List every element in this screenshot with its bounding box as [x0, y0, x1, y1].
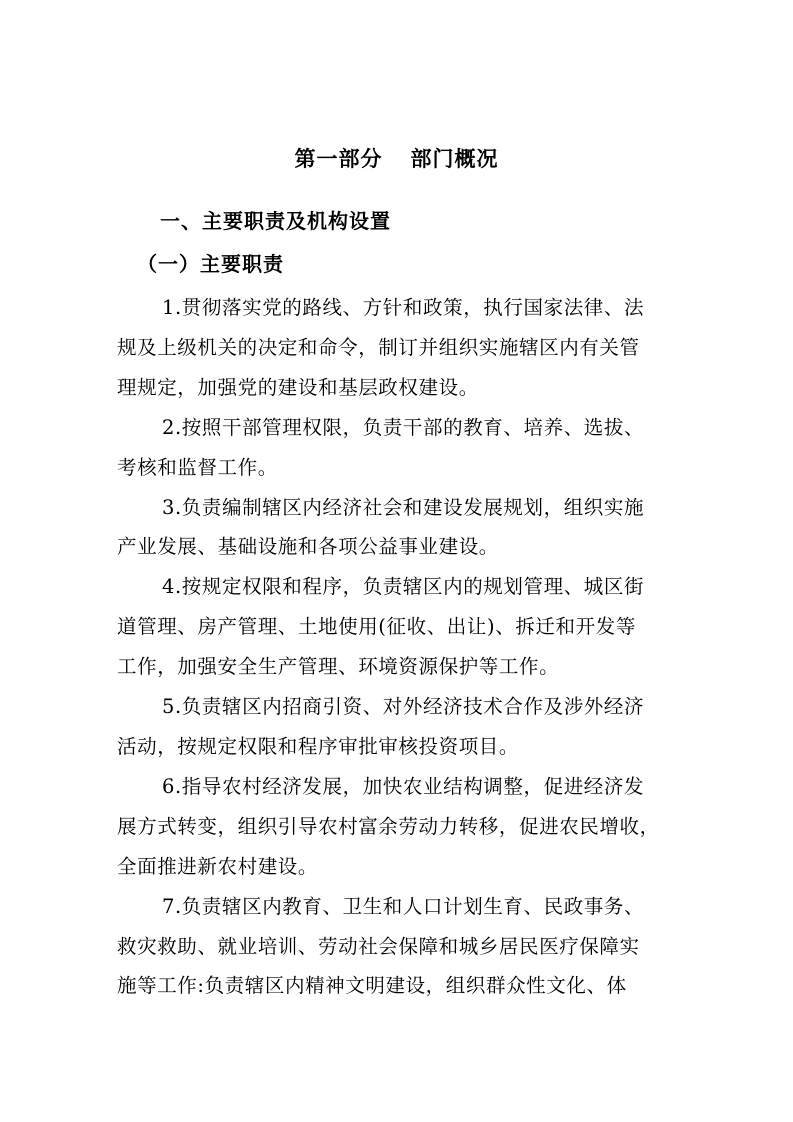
- paragraph-3: [117, 488, 679, 568]
- paragraph-line: 工作，加强安全生产管理、环境资源保护等工作。: [117, 655, 560, 679]
- paragraph-line: 规及上级机关的决定和命令，制订并组织实施辖区内有关管: [117, 335, 640, 359]
- body-text: [117, 288, 679, 1006]
- paragraph-line: 5.负责辖区内招商引资、对外经济技术合作及涉外经济: [162, 695, 645, 719]
- paragraph-line: 全面推进新农村建设。: [117, 854, 319, 878]
- paragraph-line: 施等工作:负责辖区内精神文明建设，组织群众性文化、体: [117, 974, 627, 998]
- paragraph-line: 4.按规定权限和程序，负责辖区内的规划管理、城区街: [162, 575, 645, 599]
- paragraph-5: [117, 687, 679, 767]
- paragraph-line: 6.指导农村经济发展，加快农业结构调整，促进经济发: [162, 774, 645, 798]
- paragraph-line: 道管理、房产管理、土地使用(征收、出让)、拆迁和开发等: [117, 615, 636, 639]
- paragraph-4: [117, 567, 679, 687]
- paragraph-line: 活动，按规定权限和程序审批审核投资项目。: [117, 734, 520, 758]
- paragraph-7: [117, 887, 679, 1007]
- section-heading: 一、主要职责及机构设置: [160, 209, 391, 233]
- part-title-name: 部门概况: [410, 147, 499, 171]
- subsection-heading: （一）主要职责: [137, 252, 284, 276]
- paragraph-line: 产业发展、基础设施和各项公益事业建设。: [117, 535, 499, 559]
- paragraph-line: 考核和监督工作。: [117, 455, 278, 479]
- paragraph-1: [117, 288, 679, 408]
- paragraph-2: [117, 408, 679, 488]
- part-title: [0, 142, 793, 176]
- paragraph-line: 1.贯彻落实党的路线、方针和政策，执行国家法律、法: [162, 296, 645, 319]
- paragraph-line: 展方式转变，组织引导农村富余劳动力转移，促进农民增收，: [117, 814, 660, 838]
- part-title-number: 第一部分: [294, 147, 383, 171]
- paragraph-line: 理规定，加强党的建设和基层政权建设。: [117, 375, 479, 399]
- paragraph-line: 7.负责辖区内教育、卫生和人口计划生育、民政事务、: [162, 894, 645, 918]
- paragraph-line: 3.负责编制辖区内经济社会和建设发展规划，组织实施: [162, 495, 645, 519]
- paragraph-line: 救灾救助、就业培训、劳动社会保障和城乡居民医疗保障实: [117, 934, 640, 958]
- paragraph-6: [117, 767, 679, 887]
- paragraph-line: 2.按照干部管理权限，负责干部的教育、培养、选拔、: [162, 415, 645, 439]
